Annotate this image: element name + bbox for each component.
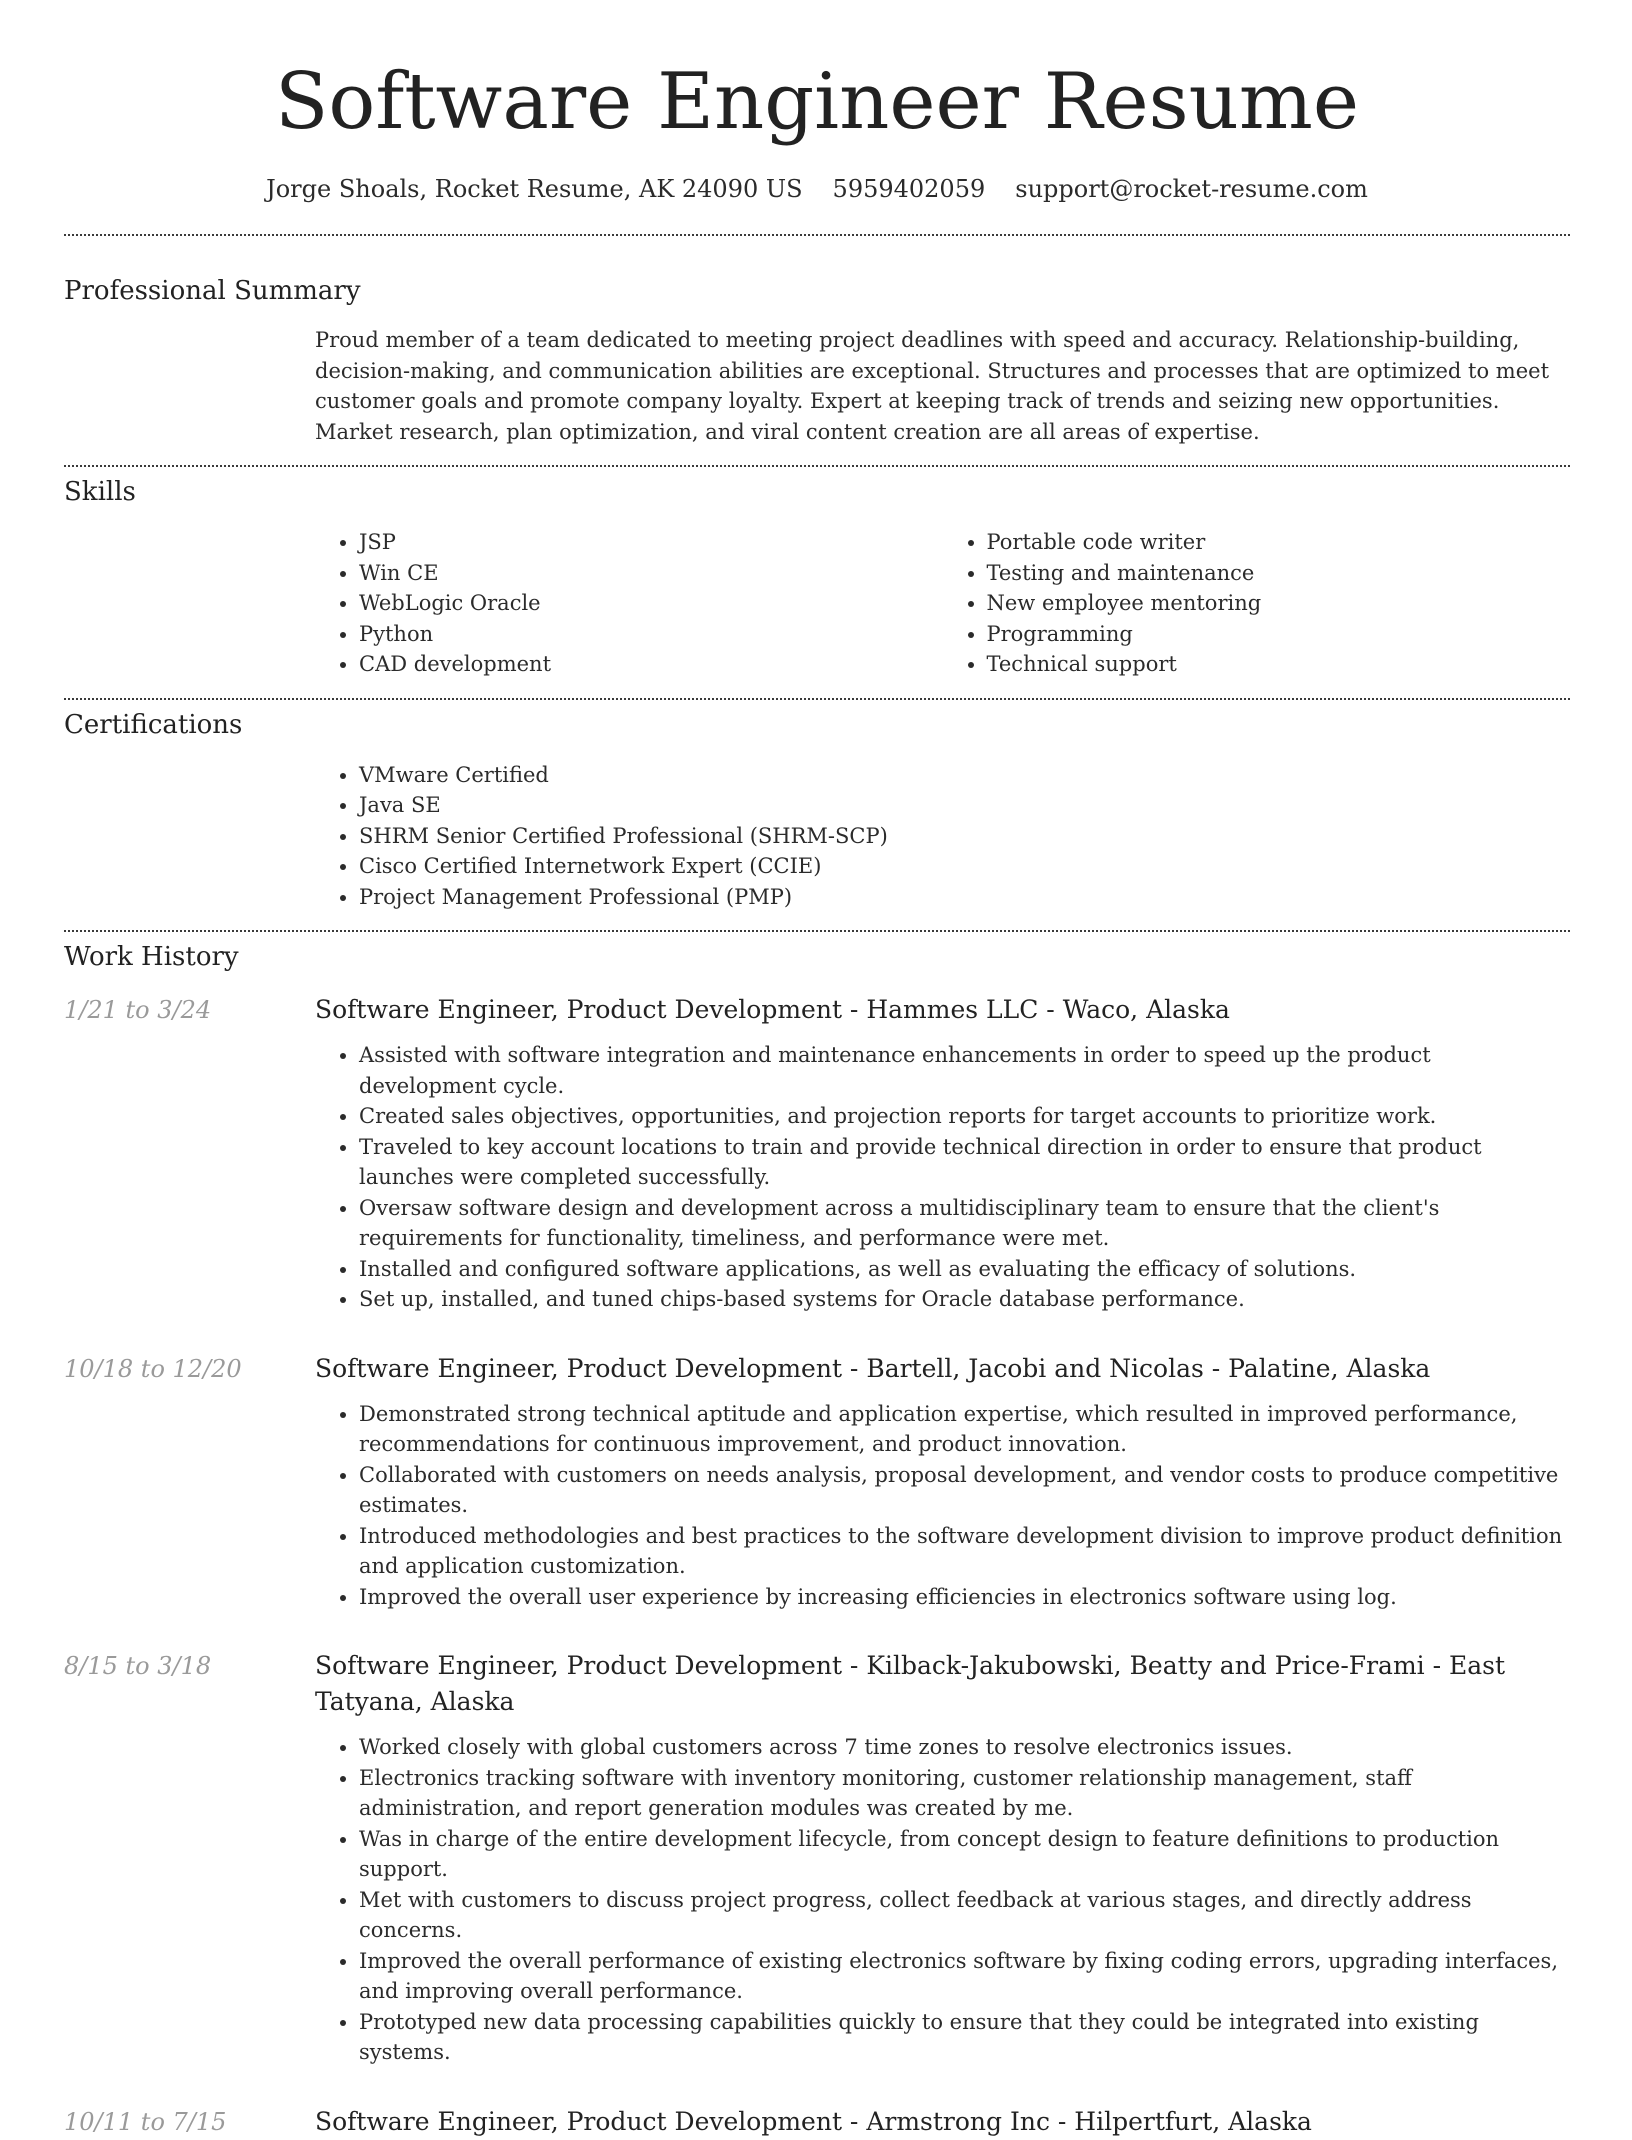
certifications-list [315,760,1570,913]
job-dates: 1/21 to 3/24 [64,996,212,1024]
job-dates: 10/11 to 7/15 [64,2107,227,2136]
job-bullet: • Traveled to key account locations to train and provide technical direction in order to ensure that product launches were completed successfully. [359,1132,1570,1193]
skills-list-right [943,527,1571,680]
skill-item: • Testing and maintenance [987,558,1571,589]
section-title-certifications: Certifications [64,709,243,740]
job-dates: 10/18 to 12/20 [64,1354,242,1383]
skill-item: • Programming [987,619,1571,650]
job-bullet: • Worked closely with global customers across 7 time zones to resolve electronics issues. [359,1732,1570,1763]
skill-item: • WebLogic Oracle [359,588,943,619]
divider [64,930,1570,932]
job-title: Software Engineer, Product Development - Armstrong Inc - Hilpertfurt, Alaska [315,2106,1312,2136]
skill-item: • New employee mentoring [987,588,1571,619]
job-dates: 8/15 to 3/18 [64,1652,212,1680]
job-bullet: • Electronics tracking software with inventory monitoring, customer relationship management, staff administration, and report generation modules was created by me. [359,1763,1570,1824]
resume-page [64,0,1570,2140]
job-bullet: • Prototyped new data processing capabilities quickly to ensure that they could be integrated into existing systems. [359,2007,1570,2068]
skills-list-left [315,527,943,680]
job-bullet-list [315,1732,1570,2068]
job-entry [64,1351,1570,1613]
skill-item: • Technical support [987,649,1571,680]
summary-content [315,325,1570,447]
job-title: Software Engineer, Product Development - Kilback-Jakubowski, Beatty and Price-Frami - East Tatyana, Alaska [315,1651,1506,1716]
job-bullet: • Introduced methodologies and best practices to the software development division to improve product definition and application customization. [359,1521,1570,1582]
divider [64,698,1570,700]
job-bullets [315,1040,1570,1315]
certification-item: • Project Management Professional (PMP) [359,882,1570,913]
job-bullet: • Improved the overall user experience by increasing efficiencies in electronics software using log. [359,1582,1570,1613]
certifications-content [315,760,1570,913]
work-section [64,940,1570,2140]
divider [64,234,1570,236]
job-bullet: • Assisted with software integration and maintenance enhancements in order to speed up the product development cycle. [359,1040,1570,1101]
job-bullet-list [315,1040,1570,1315]
contact-address: Jorge Shoals, Rocket Resume, AK 24090 US [266,175,803,203]
job-bullet: • Installed and configured software applications, as well as evaluating the efficacy of solutions. [359,1254,1570,1285]
skill-item: • CAD development [359,649,943,680]
job-entry [64,2104,1570,2140]
resume-title: Software Engineer Resume [274,57,1360,147]
job-bullet: • Was in charge of the entire development lifecycle, from concept design to feature definitions to production support. [359,1824,1570,1885]
job-bullet: • Set up, installed, and tuned chips-based systems for Oracle database performance. [359,1284,1570,1315]
job-entry [64,1648,1570,2068]
skill-item: • Python [359,619,943,650]
job-bullet-list [315,1399,1570,1613]
job-title: Software Engineer, Product Development - Hammes LLC - Waco, Alaska [315,995,1230,1024]
certification-item: • SHRM Senior Certified Professional (SHRM-SCP) [359,821,1570,852]
job-bullet: • Met with customers to discuss project progress, collect feedback at various stages, and directly address concerns. [359,1885,1570,1946]
divider [64,465,1570,467]
job-title: Software Engineer, Product Development - Bartell, Jacobi and Nicolas - Palatine, Alaska [315,1353,1431,1383]
contact-phone: 5959402059 [832,175,986,203]
job-bullets [315,1399,1570,1613]
job-bullet: • Collaborated with customers on needs analysis, proposal development, and vendor costs to produce competitive estimates. [359,1460,1570,1521]
skill-item: • JSP [359,527,943,558]
section-title-summary: Professional Summary [64,276,361,306]
certification-item: • Java SE [359,790,1570,821]
summary-text: Proud member of a team dedicated to meeting project deadlines with speed and accuracy. Relationship-building, decision-making, and communication abilities are exceptional. Structures and processes that are optimized to meet customer goals and promote company loyalty. Expert at keeping track of trends and seizing new opportunities. Market research, plan optimization, and viral content creation are all areas of expertise. [315,328,1550,444]
job-bullets [315,1732,1570,2068]
job-bullet: • Oversaw software design and development across a multidisciplinary team to ensure that the client's requirements for functionality, timeliness, and performance were met. [359,1193,1570,1254]
job-entry [64,992,1570,1315]
skill-item: • Portable code writer [987,527,1571,558]
skills-section [64,475,1570,680]
contact-line [64,172,1570,206]
skill-item: • Win CE [359,558,943,589]
summary-section [64,274,1570,447]
section-title-skills: Skills [64,477,136,507]
section-title-work: Work History [64,942,239,972]
contact-email: support@rocket-resume.com [1015,175,1368,203]
certifications-section [64,708,1570,913]
job-bullet: • Improved the overall performance of existing electronics software by fixing coding errors, upgrading interfaces, and improving overall performance. [359,1946,1570,2007]
certification-item: • Cisco Certified Internetwork Expert (CCIE) [359,851,1570,882]
job-bullet: • Created sales objectives, opportunities, and projection reports for target accounts to prioritize work. [359,1101,1570,1132]
skills-content [315,527,1570,680]
job-bullet: • Demonstrated strong technical aptitude and application expertise, which resulted in improved performance, recommendations for continuous improvement, and product innovation. [359,1399,1570,1460]
certification-item: • VMware Certified [359,760,1570,791]
